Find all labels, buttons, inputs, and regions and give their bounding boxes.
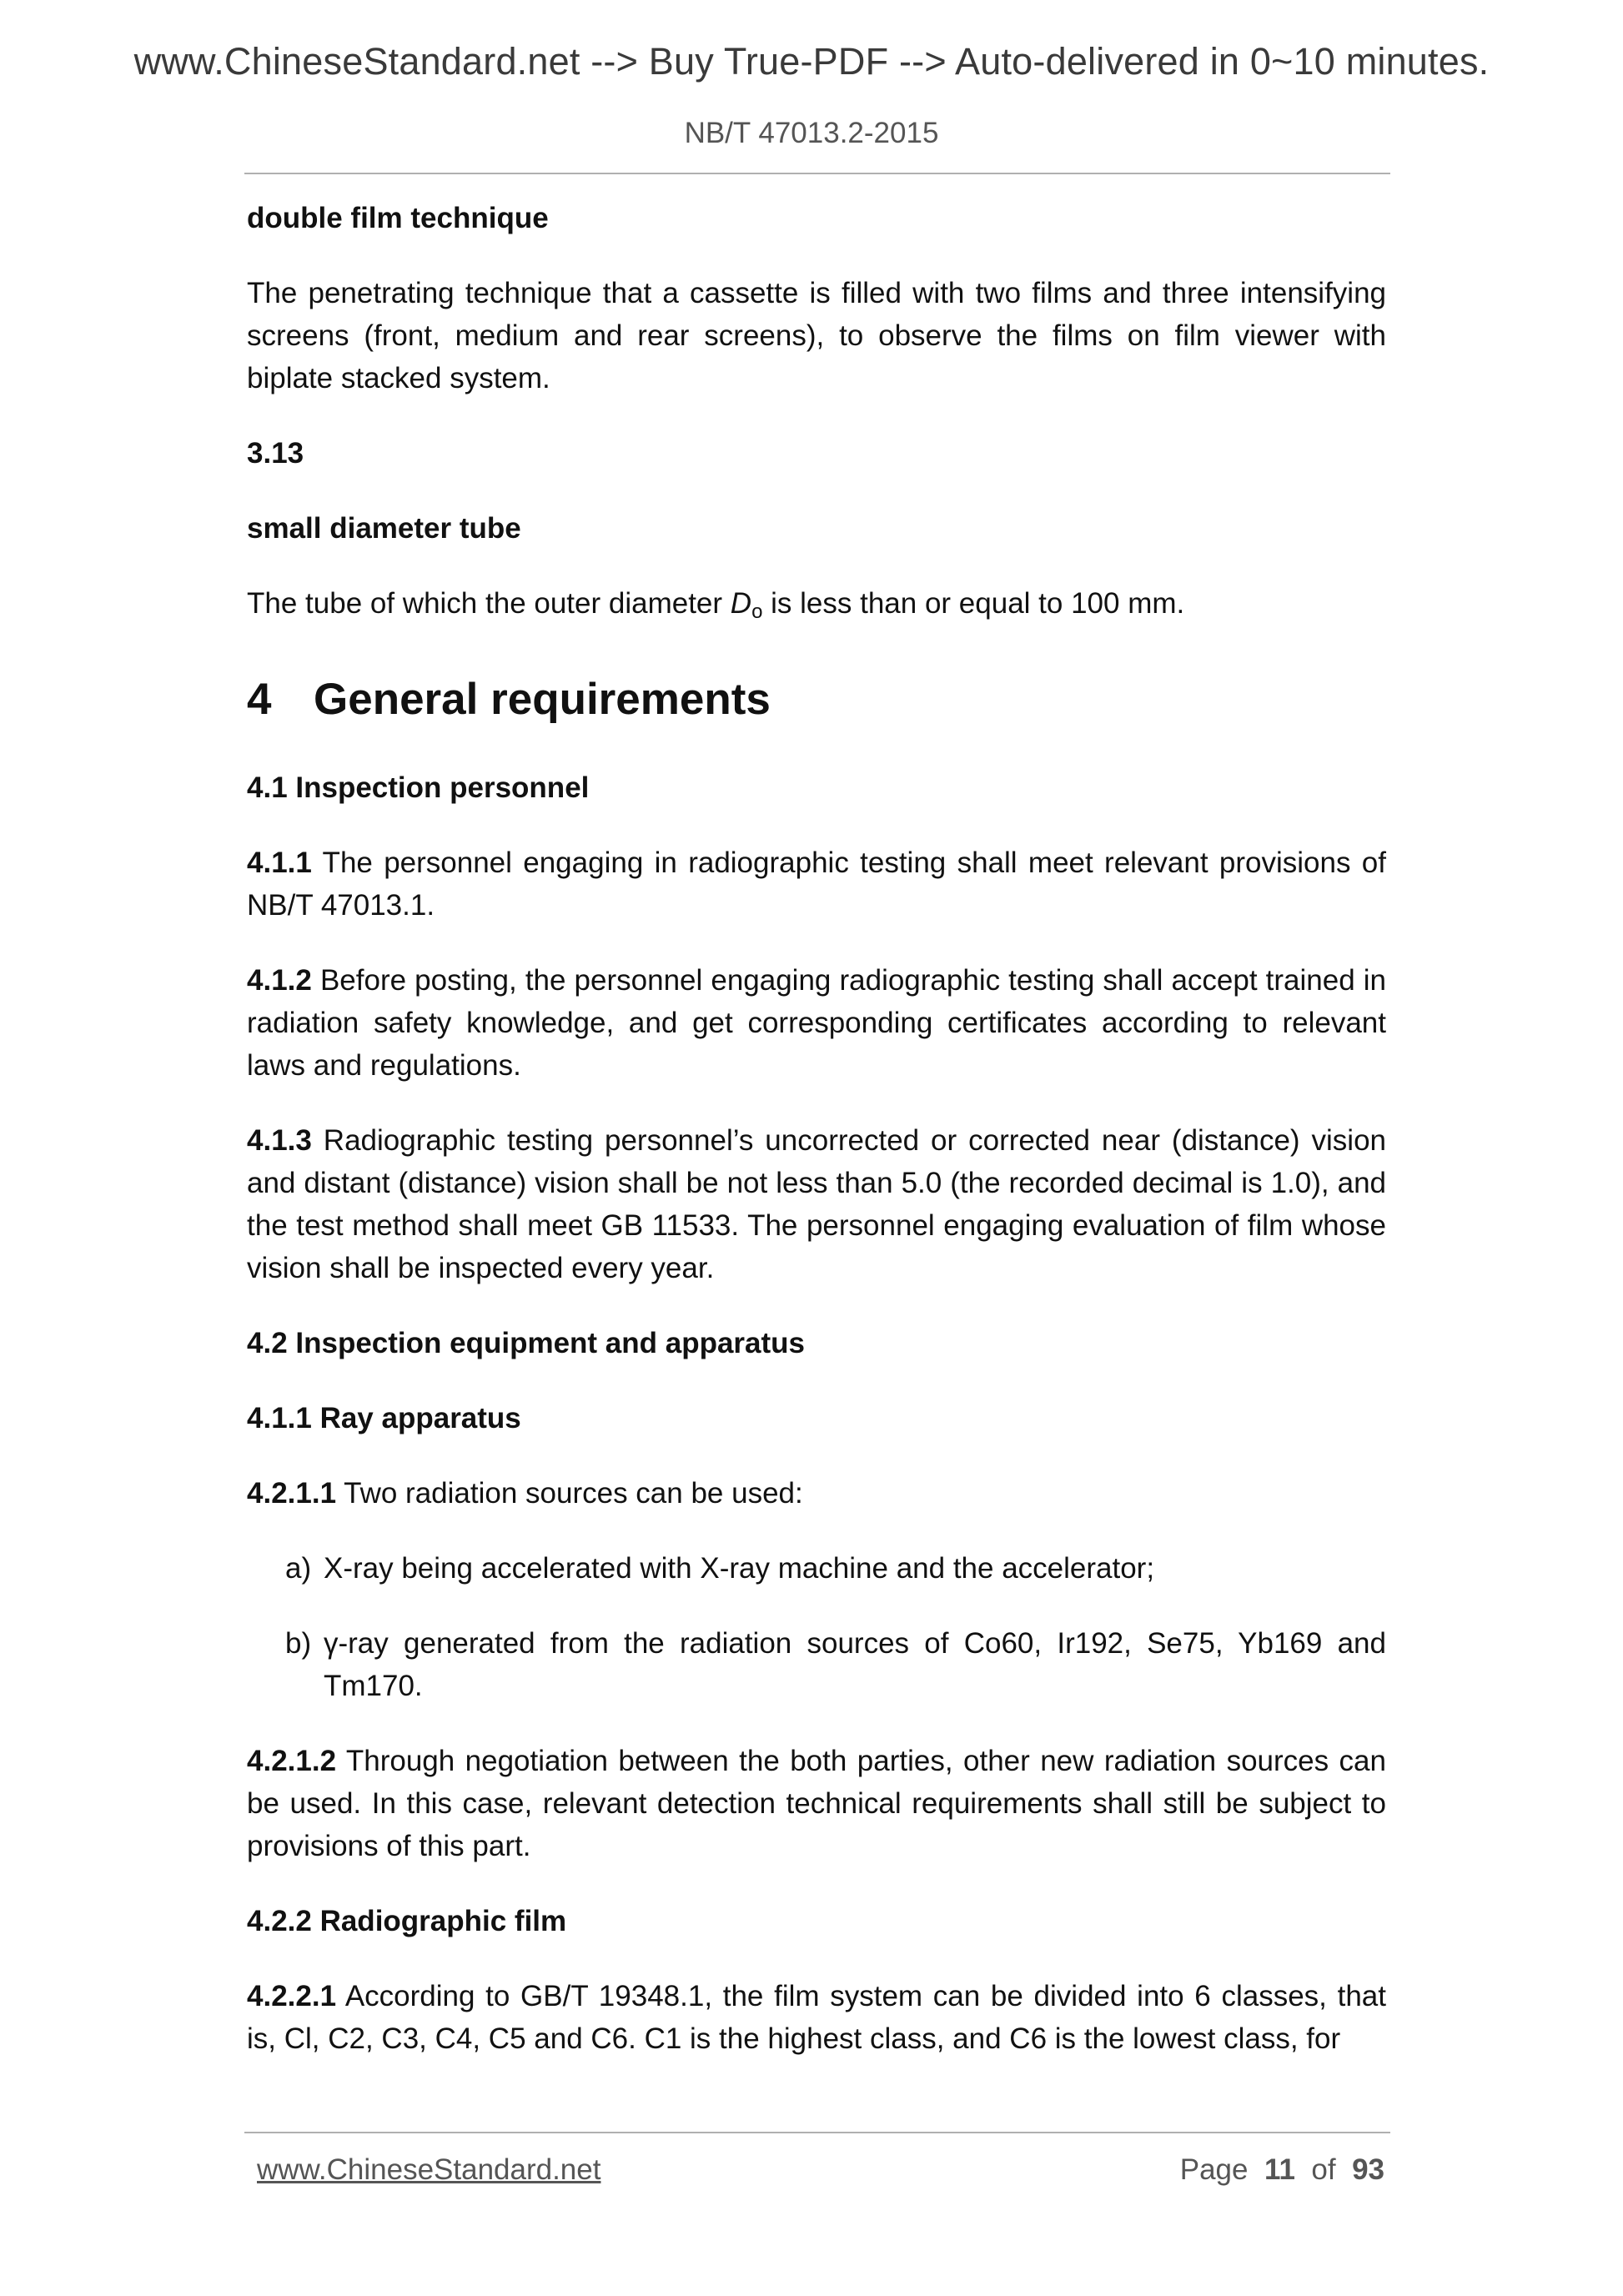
subsection-heading-ray-apparatus: 4.1.1 Ray apparatus: [247, 1402, 521, 1434]
clause-4-2-2-1: [247, 1975, 1386, 2060]
list-text: X-ray being accelerated with X-ray machine and the accelerator;: [324, 1552, 1155, 1585]
list-marker: b): [285, 1627, 312, 1660]
clause-number: 4.2.2.1: [247, 1980, 337, 2012]
term-heading-small-diameter-tube: small diameter tube: [247, 512, 521, 545]
clause-number: 4.1.1: [247, 847, 312, 879]
list-marker: a): [285, 1552, 312, 1585]
site-banner: www.ChineseStandard.net --> Buy True-PDF --> Auto-delivered in 0~10 minutes.: [133, 40, 1490, 83]
page-of: of: [1311, 2153, 1336, 2186]
definition-text-before: The tube of which the outer diameter: [247, 587, 731, 620]
term-definition-double-film: The penetrating technique that a cassette is filled with two films and three intensifying screens (front, medium and rear screens), to observe the films on film viewer with biplate stacked system.: [247, 277, 1386, 394]
list-item-b: [247, 1622, 1386, 1707]
diameter-subscript: o: [751, 600, 763, 623]
clause-4-2-1-1: [247, 1472, 1386, 1515]
header-divider: [244, 173, 1390, 174]
clause-number: 4.2.1.1: [247, 1477, 337, 1510]
footer-site-link[interactable]: www.ChineseStandard.net: [257, 2153, 601, 2186]
clause-number: 4.2.1.2: [247, 1745, 337, 1777]
clause-number: 4.1.3: [247, 1124, 312, 1157]
clause-number: 4.1.2: [247, 964, 312, 997]
section-title-text: General requirements: [314, 675, 771, 724]
subsection-heading-inspection-personnel: 4.1 Inspection personnel: [247, 771, 590, 804]
clause-text: Through negotiation between the both parties, other new radiation sources can be used. In this case, relevant detection technical requirements shall still be subject to provisions of this part.: [247, 1745, 1386, 1862]
list-item-a: [247, 1547, 1386, 1590]
subsection-heading-inspection-equipment: 4.2 Inspection equipment and apparatus: [247, 1327, 806, 1359]
term-definition-small-diameter-tube: [247, 582, 1386, 633]
clause-text: The personnel engaging in radiographic testing shall meet relevant provisions of NB/T 47013.1.: [247, 847, 1386, 922]
term-number-3-13: 3.13: [247, 437, 304, 470]
document-number: NB/T 47013.2-2015: [684, 117, 939, 149]
page-label: Page: [1179, 2153, 1249, 2186]
definition-text-after: is less than or equal to 100 mm.: [762, 587, 1185, 620]
clause-text: Before posting, the personnel engaging radiographic testing shall accept trained in radiation safety knowledge, and get corresponding certificates according to relevant laws and regulations.: [247, 964, 1386, 1082]
clause-4-2-1-2: [247, 1740, 1386, 1867]
subsection-heading-radiographic-film: 4.2.2 Radiographic film: [247, 1905, 567, 1937]
list-text: γ-ray generated from the radiation sources of Co60, Ir192, Se75, Yb169 and Tm170.: [324, 1627, 1386, 1702]
section-title-general-requirements: [247, 673, 1386, 726]
clause-text: Radiographic testing personnel’s uncorrected or corrected near (distance) vision and distant (distance) vision shall be not less than 5.0 (the recorded decimal is 1.0), and the test method shall meet GB 11533. The personnel engaging evaluation of film whose vision shall be inspected every year.: [247, 1124, 1386, 1284]
diameter-symbol: D: [730, 587, 752, 620]
page-current: 11: [1264, 2153, 1295, 2186]
clause-text: Two radiation sources can be used:: [336, 1477, 803, 1510]
section-number: 4: [247, 675, 272, 724]
term-heading-double-film: double film technique: [247, 202, 549, 234]
page-total: 93: [1352, 2153, 1384, 2186]
page-content: [247, 197, 1386, 2093]
clause-4-1-3: [247, 1119, 1386, 1289]
footer-divider: [244, 2132, 1390, 2133]
clause-4-1-1: [247, 842, 1386, 927]
clause-text: According to GB/T 19348.1, the film system can be divided into 6 classes, that is, Cl, C2, C3, C4, C5 and C6. C1 is the highest class, and C6 is the lowest class, for: [247, 1980, 1386, 2055]
page-indicator: [1180, 2153, 1384, 2187]
clause-4-1-2: [247, 959, 1386, 1087]
